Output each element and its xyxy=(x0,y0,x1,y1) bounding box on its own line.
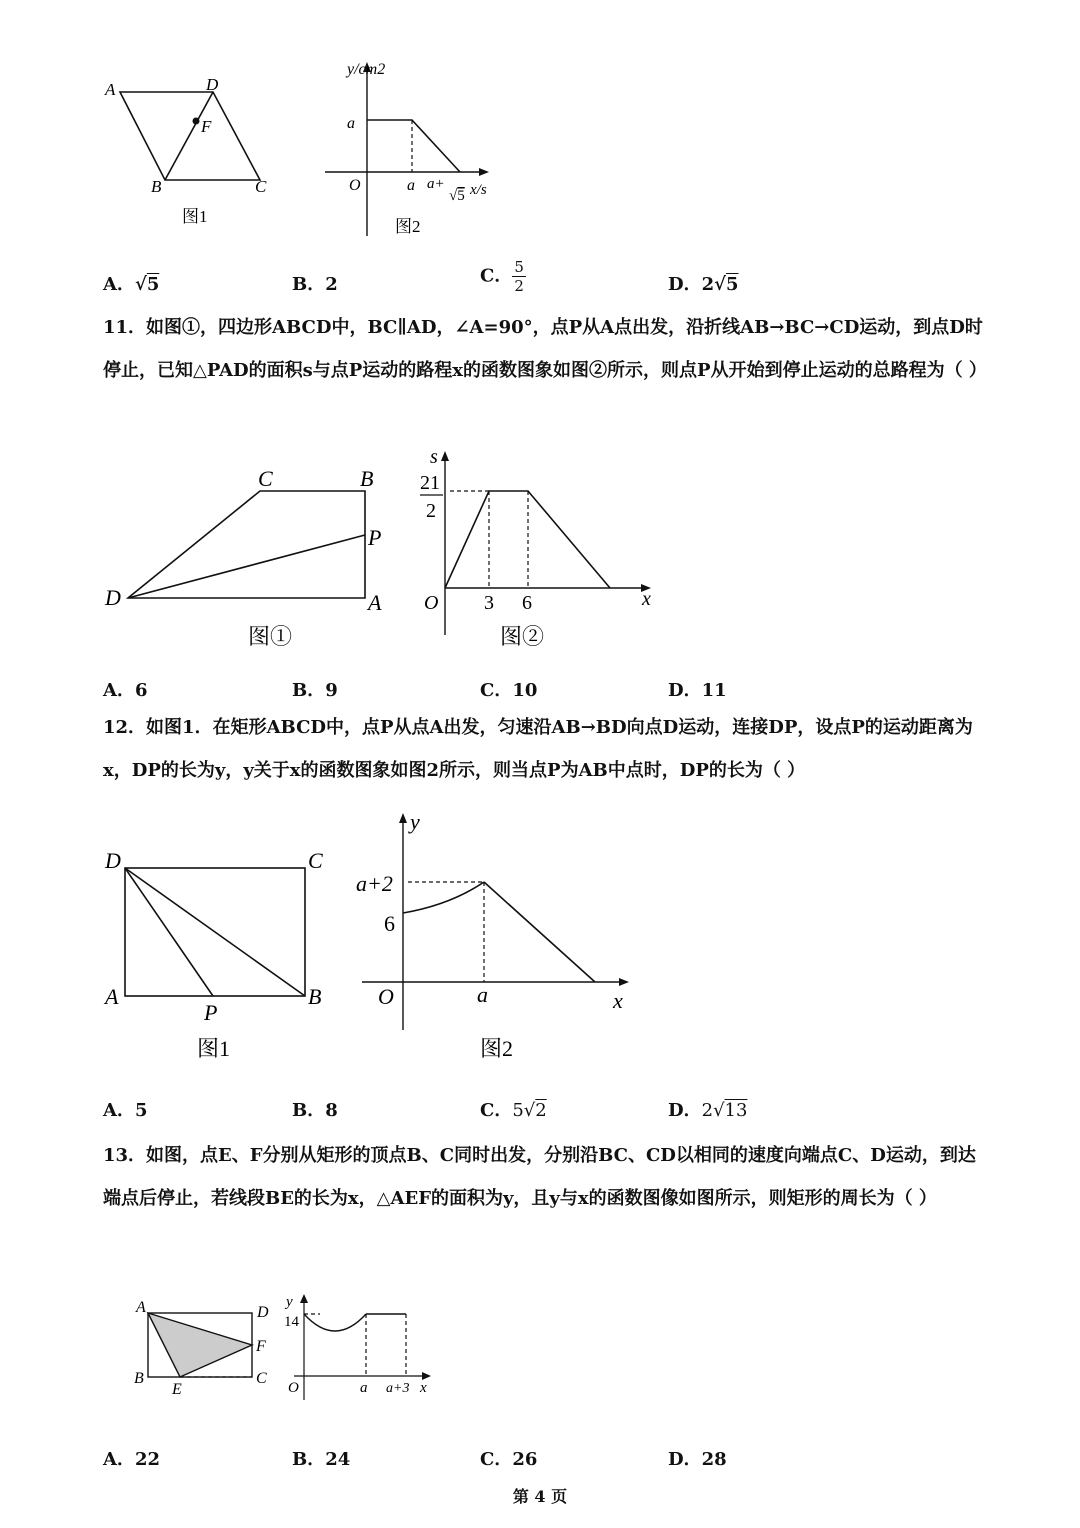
q13-option-a: A．22 xyxy=(103,1449,161,1470)
q12-fig2-ytick: 6 xyxy=(384,911,395,936)
q10-fig2-ylabel: y/cm2 xyxy=(347,61,386,78)
q11-fig2-xtick-3: 3 xyxy=(484,592,494,614)
q10-fig1-label-c: C xyxy=(255,177,267,196)
q10-option-a: A．√5 xyxy=(103,274,160,295)
q13-fig2-xlabel: x xyxy=(420,1380,427,1396)
q10-fig1-caption: 图1 xyxy=(182,207,208,226)
q11-fig1-label-p: P xyxy=(368,525,382,550)
q13-option-d: D．28 xyxy=(668,1449,727,1470)
q10-fig2-xtick2-radicand: 5 xyxy=(457,188,465,204)
page-number: 第 4 页 xyxy=(512,1487,568,1506)
q11-text: 11．如图①，四边形ABCD中，BC∥AD，∠A=90°，点P从A点出发，沿折线AB→BC→CD运动，到点D时停止，已知△PAD的面积s与点P运动的路程x的函数图象如图②所示，则点P从开始到停止运动的总路程为（ ） xyxy=(103,317,987,381)
q10-option-d: D．2√5 xyxy=(668,274,739,295)
q10-fig2-xtick2-prefix: a+ xyxy=(427,176,445,192)
q11-fig2-xtick-6: 6 xyxy=(522,592,532,614)
q12-fig2-ytick-top: a+2 xyxy=(356,871,393,896)
q13-option-c: C．26 xyxy=(480,1449,538,1470)
q10-figure2 xyxy=(315,60,505,245)
q12-fig1-label-a: A xyxy=(105,984,119,1009)
q11-fig2-xlabel: x xyxy=(642,588,651,610)
q12-fig2-caption: 图2 xyxy=(480,1036,514,1061)
q13-fig1-label-d: D xyxy=(257,1304,269,1321)
q12-option-c: C．5√2 xyxy=(480,1100,547,1121)
q10-fig2-origin: O xyxy=(349,177,361,194)
q13-fig1-label-e: E xyxy=(172,1381,182,1398)
q11-figure1 xyxy=(100,460,400,660)
q11-fig1-label-c: C xyxy=(258,466,273,491)
q11-fig2-ytick-num: 21 xyxy=(420,472,440,494)
q12-option-b: B．8 xyxy=(292,1100,338,1121)
q12-figure2 xyxy=(350,805,640,1070)
q13-option-b: B．24 xyxy=(292,1449,351,1470)
q12-fig2-xtick: a xyxy=(477,982,488,1007)
q10-fig2-xlabel: x/s xyxy=(470,182,487,198)
q11-fig2-caption: 图② xyxy=(500,624,545,649)
q11-option-b: B．9 xyxy=(292,680,338,701)
q13-fig2-ytick: 14 xyxy=(284,1314,299,1330)
q13-fig1-label-a: A xyxy=(136,1299,146,1316)
q11-fig2-origin: O xyxy=(424,592,439,614)
q10-option-c: C． $\frac{5}{2}$ xyxy=(480,258,524,295)
q10-fig1-label-a: A xyxy=(105,80,116,99)
q12-fig1-label-c: C xyxy=(308,848,323,873)
q10-fig2-caption: 图2 xyxy=(395,217,421,236)
q12-fig2-ylabel: y xyxy=(410,809,420,834)
q13-fig2-xtick2: a+3 xyxy=(386,1381,410,1396)
q11-option-d: D．11 xyxy=(668,680,727,701)
q10-fig2-xtick1: a xyxy=(407,177,415,194)
q12-fig2-xlabel: x xyxy=(613,988,623,1013)
q11-option-a: A．6 xyxy=(103,680,148,701)
q10-fig1-label-f: F xyxy=(201,117,212,136)
q10-option-a-radicand: 5 xyxy=(146,274,160,295)
q12-fig1-label-p: P xyxy=(204,1000,218,1025)
q13-figure1 xyxy=(130,1295,280,1405)
q13-fig2-ylabel: y xyxy=(286,1294,293,1310)
q11-fig1-caption: 图① xyxy=(248,624,293,649)
q13-fig1-label-f: F xyxy=(256,1338,266,1355)
q10-fig1-label-b: B xyxy=(151,177,162,196)
q13-fig2-xtick1: a xyxy=(360,1380,368,1396)
q10-figure1 xyxy=(95,70,295,230)
q10-fig2-xtick2-radical: √5 xyxy=(449,188,465,204)
q11-fig2-ylabel: s xyxy=(430,446,438,468)
q12-text: 12．如图1．在矩形ABCD中，点P从点A出发，匀速沿AB→BD向点D运动，连接DP，设点P的运动距离为x，DP的长为y，y关于x的函数图象如图2所示，则当点P为AB中点时，DP的长为（ ） xyxy=(103,717,973,781)
q10-fig1-label-d: D xyxy=(206,75,219,94)
q11-fig1-label-d: D xyxy=(105,585,121,610)
q13-figure2 xyxy=(280,1288,440,1406)
q12-fig2-origin: O xyxy=(378,984,394,1009)
q10-option-b: B．2 xyxy=(292,274,338,295)
q12-option-a: A．5 xyxy=(103,1100,148,1121)
q12-option-d: D．2√13 xyxy=(668,1100,748,1121)
q12-fig1-label-d: D xyxy=(105,848,121,873)
q11-fig1-label-b: B xyxy=(360,466,374,491)
q12-figure1 xyxy=(100,840,340,1070)
q12-fig1-caption: 图1 xyxy=(197,1036,231,1061)
q13-fig1-label-c: C xyxy=(256,1370,267,1387)
q10-fig2-ytick: a xyxy=(347,115,355,132)
q13-fig2-origin: O xyxy=(288,1380,299,1396)
q12-fig1-label-b: B xyxy=(308,984,322,1009)
q11-fig2-ytick-den: 2 xyxy=(426,500,436,522)
q11-option-c: C．10 xyxy=(480,680,538,701)
q13-text: 13．如图，点E、F分别从矩形的顶点B、C同时出发，分别沿BC、CD以相同的速度向端点C、D运动，到达端点后停止，若线段BE的长为x，△AEF的面积为y，且y与x的函数图像如图所示，则矩形的周长为（ ） xyxy=(103,1145,976,1209)
q11-fig1-label-a: A xyxy=(368,590,382,615)
q11-figure2 xyxy=(410,445,665,660)
q13-fig1-label-b: B xyxy=(134,1370,144,1387)
